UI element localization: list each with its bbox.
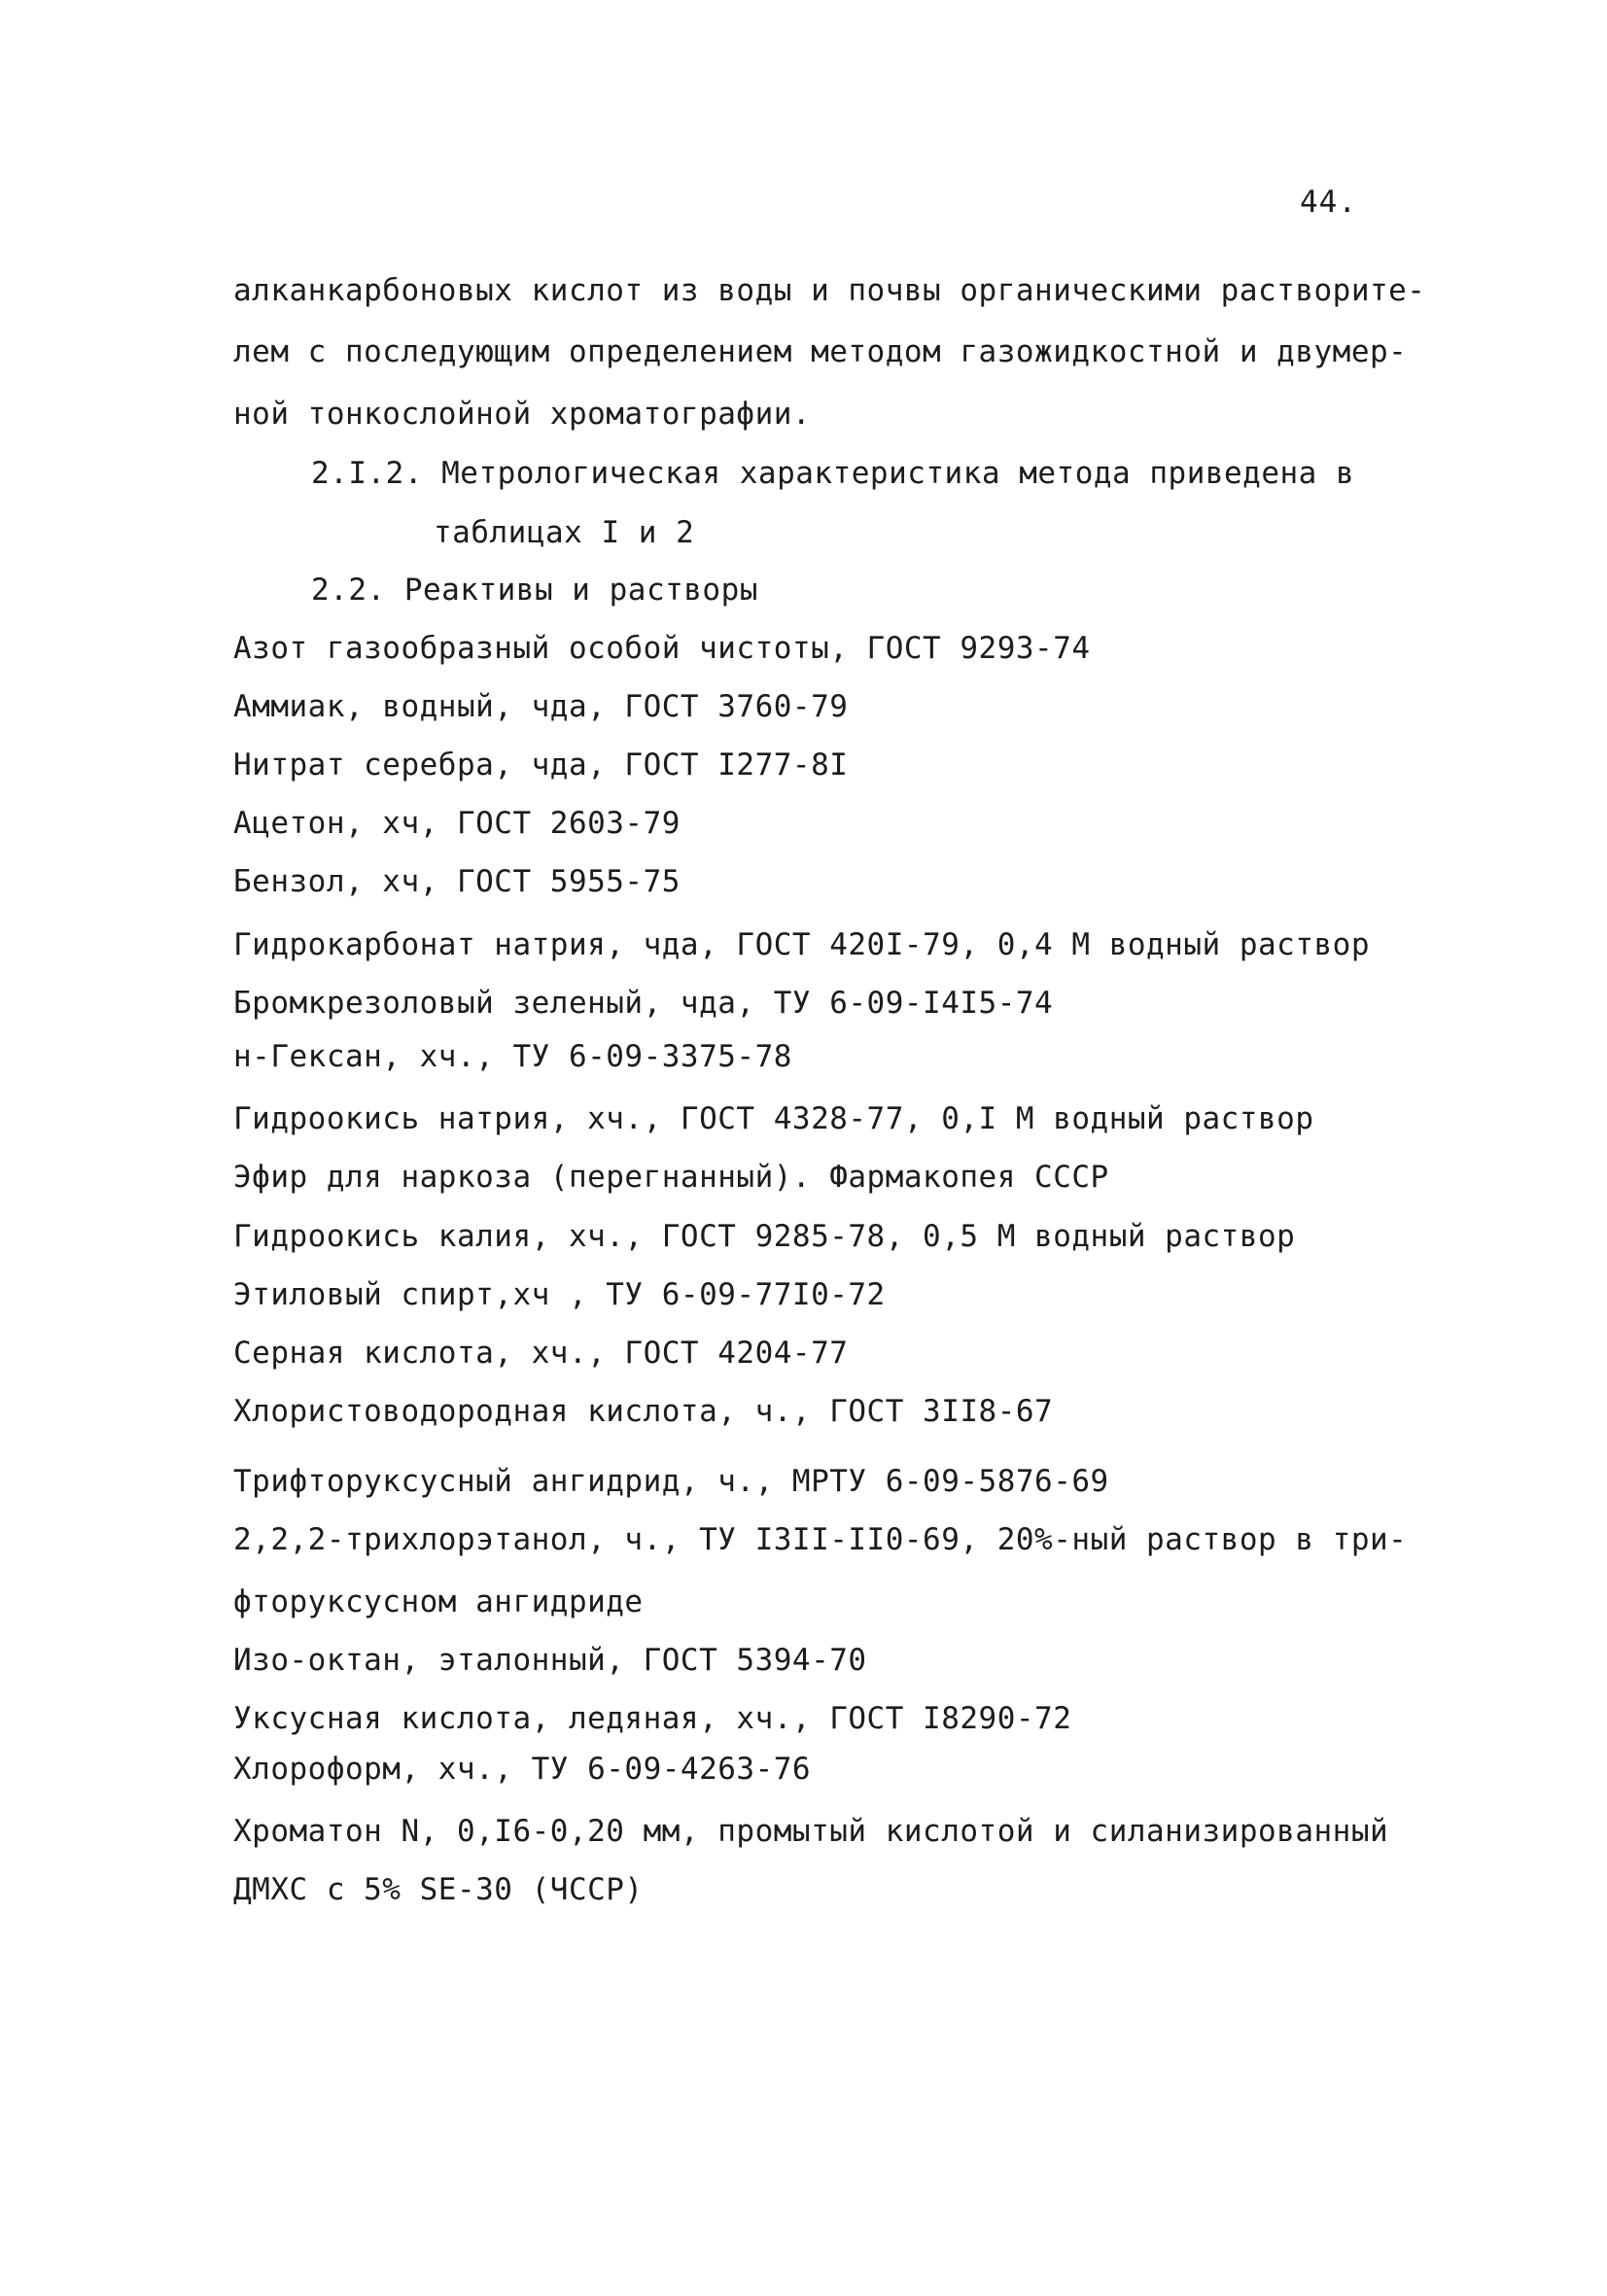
section-2-2-heading: 2.2. Реактивы и растворы <box>311 573 758 608</box>
reagent-line: Ацетон, хч, ГОСТ 2603-79 <box>233 806 681 841</box>
intro-line: лем с последующим определением методом газожидкостной и двумер- <box>233 334 1408 369</box>
reagent-line: Уксусная кислота, ледяная, хч., ГОСТ I8290-72 <box>233 1701 1072 1736</box>
reagent-line: Гидрокарбонат натрия, чда, ГОСТ 420I-79, 0,4 М водный раствор <box>233 927 1370 962</box>
section-2-1-2-line1: 2.I.2. Метрологическая характеристика метода приведена в <box>311 456 1355 491</box>
reagent-line: Бензол, хч, ГОСТ 5955-75 <box>233 864 681 899</box>
reagent-line: Этиловый спирт,хч , ТУ 6-09-77I0-72 <box>233 1277 886 1312</box>
reagent-line: Азот газообразный особой чистоты, ГОСТ 9293-74 <box>233 631 1091 666</box>
reagent-line: Бромкрезоловый зеленый, чда, ТУ 6-09-I4I5-74 <box>233 986 1054 1021</box>
reagent-line: ДМХС с 5% SE-30 (ЧССР) <box>233 1872 644 1907</box>
page-number: 44. <box>1300 185 1357 220</box>
reagent-line: Изо-октан, эталонный, ГОСТ 5394-70 <box>233 1643 867 1678</box>
reagent-line: 2,2,2-трихлорэтанол, ч., ТУ I3II-II0-69, 20%-ный раствор в три- <box>233 1522 1408 1557</box>
intro-line: ной тонкослойной хроматографии. <box>233 397 812 432</box>
reagent-line: Хлороформ, хч., ТУ 6-09-4263-76 <box>233 1752 812 1787</box>
reagent-line: Хлористоводородная кислота, ч., ГОСТ 3II8-67 <box>233 1394 1054 1429</box>
section-2-1-2-line2: таблицах I и 2 <box>434 515 695 550</box>
reagent-line: фторуксусном ангидриде <box>233 1584 644 1619</box>
reagent-line: Трифторуксусный ангидрид, ч., МРТУ 6-09-5876-69 <box>233 1464 1109 1499</box>
reagent-line: Гидроокись натрия, хч., ГОСТ 4328-77, 0,I М водный раствор <box>233 1101 1314 1136</box>
reagent-line: Хроматон N, 0,I6-0,20 мм, промытый кислотой и силанизированный <box>233 1814 1389 1849</box>
intro-line: алканкарбоновых кислот из воды и почвы органическими растворите- <box>233 273 1426 308</box>
reagent-line: Нитрат серебра, чда, ГОСТ I277-8I <box>233 748 849 783</box>
reagent-line: н-Гексан, хч., ТУ 6-09-3375-78 <box>233 1039 792 1074</box>
reagent-line: Эфир для наркоза (перегнанный). Фармакопея СССР <box>233 1160 1109 1195</box>
reagent-line: Аммиак, водный, чда, ГОСТ 3760-79 <box>233 689 849 724</box>
reagent-line: Серная кислота, хч., ГОСТ 4204-77 <box>233 1336 849 1371</box>
reagent-line: Гидроокись калия, хч., ГОСТ 9285-78, 0,5 М водный раствор <box>233 1219 1296 1254</box>
